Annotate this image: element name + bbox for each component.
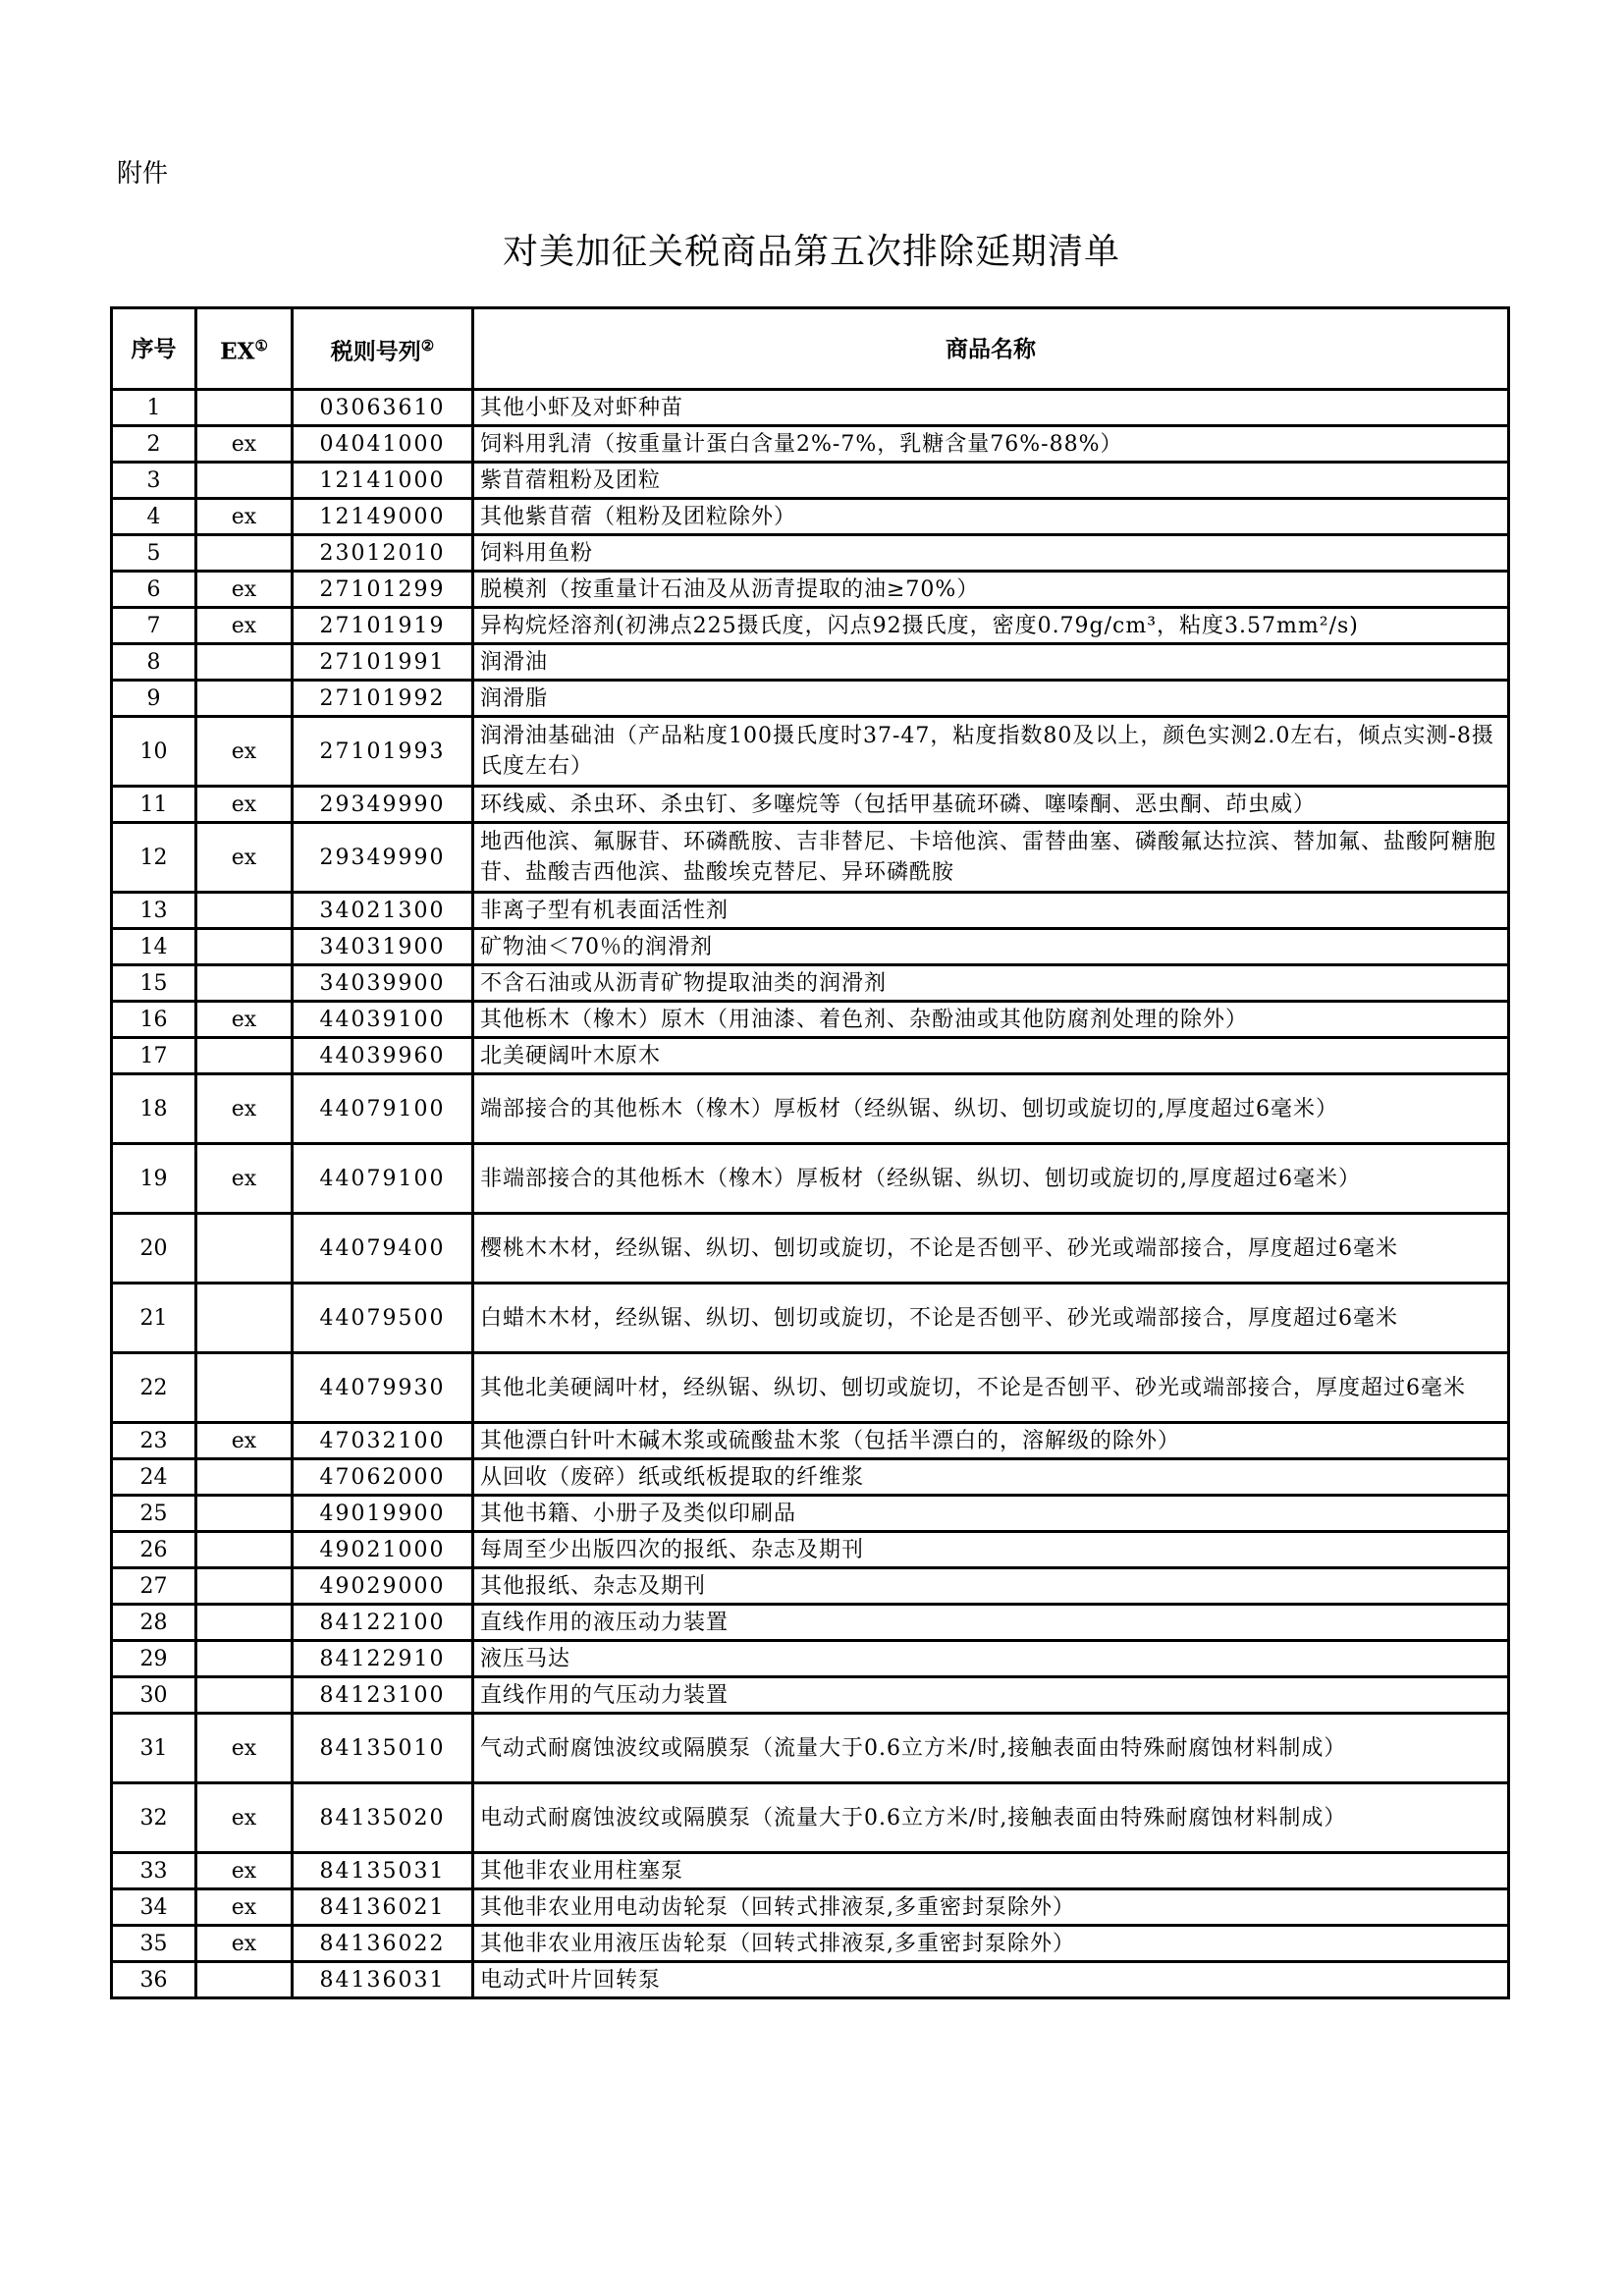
row-ex-cell: ex: [196, 1002, 293, 1038]
row-ex-cell: ex: [196, 572, 293, 608]
row-code-cell: 12149000: [293, 499, 473, 535]
row-ex-cell: ex: [196, 717, 293, 787]
row-seq-cell: 3: [112, 463, 196, 499]
row-code-cell: 27101991: [293, 644, 473, 681]
table-row: [112, 1605, 1509, 1641]
row-ex-cell: [196, 535, 293, 572]
row-seq-cell: 17: [112, 1038, 196, 1074]
row-code-cell: 44079400: [293, 1214, 473, 1284]
table-row: [112, 1038, 1509, 1074]
row-ex-cell: [196, 1353, 293, 1423]
row-name-cell: 每周至少出版四次的报纸、杂志及期刊: [473, 1532, 1509, 1568]
row-name-cell: 不含石油或从沥青矿物提取油类的润滑剂: [473, 965, 1509, 1002]
table-row: [112, 1353, 1509, 1423]
row-ex-cell: ex: [196, 1889, 293, 1926]
table-row: [112, 1853, 1509, 1889]
row-name-cell: 其他非农业用电动齿轮泵（回转式排液泵,多重密封泵除外）: [473, 1889, 1509, 1926]
row-code-cell: 49029000: [293, 1568, 473, 1605]
table-row: [112, 1002, 1509, 1038]
row-seq-cell: 8: [112, 644, 196, 681]
row-ex-cell: ex: [196, 1714, 293, 1783]
row-ex-cell: ex: [196, 1144, 293, 1214]
row-code-cell: 84122100: [293, 1605, 473, 1641]
row-seq-cell: 9: [112, 681, 196, 717]
row-seq-cell: 2: [112, 426, 196, 463]
row-code-cell: 03063610: [293, 390, 473, 426]
row-ex-cell: ex: [196, 1853, 293, 1889]
table-row: [112, 1641, 1509, 1677]
table-row: [112, 929, 1509, 965]
header-name-label: 商品名称: [946, 335, 1036, 362]
row-seq-cell: 30: [112, 1677, 196, 1714]
row-seq-cell: 36: [112, 1962, 196, 1998]
row-seq-cell: 11: [112, 787, 196, 823]
row-name-cell: 润滑脂: [473, 681, 1509, 717]
table-row: [112, 1496, 1509, 1532]
row-ex-cell: ex: [196, 499, 293, 535]
row-seq-cell: 18: [112, 1074, 196, 1144]
row-name-cell: 其他栎木（橡木）原木（用油漆、着色剂、杂酚油或其他防腐剂处理的除外）: [473, 1002, 1509, 1038]
row-name-cell: 其他小虾及对虾种苗: [473, 390, 1509, 426]
header-seq-label: 序号: [131, 335, 177, 362]
row-seq-cell: 10: [112, 717, 196, 787]
row-ex-cell: [196, 1605, 293, 1641]
row-seq-cell: 14: [112, 929, 196, 965]
row-seq-cell: 19: [112, 1144, 196, 1214]
row-ex-cell: [196, 1038, 293, 1074]
row-ex-cell: [196, 1568, 293, 1605]
row-seq-cell: 23: [112, 1423, 196, 1459]
table-body: [112, 390, 1509, 1998]
row-code-cell: 84135010: [293, 1714, 473, 1783]
attachment-label: 附件: [117, 159, 169, 189]
table-row: [112, 608, 1509, 644]
row-name-cell: 非端部接合的其他栎木（橡木）厚板材（经纵锯、纵切、刨切或旋切的,厚度超过6毫米）: [473, 1144, 1509, 1214]
row-seq-cell: 1: [112, 390, 196, 426]
row-name-cell: 其他北美硬阔叶材，经纵锯、纵切、刨切或旋切，不论是否刨平、砂光或端部接合，厚度超过6毫米: [473, 1353, 1509, 1423]
row-ex-cell: [196, 1677, 293, 1714]
table-row: [112, 390, 1509, 426]
header-ex-label: EX: [220, 338, 255, 365]
header-code: [293, 308, 473, 390]
header-ex: [196, 308, 293, 390]
table-row: [112, 823, 1509, 893]
row-seq-cell: 31: [112, 1714, 196, 1783]
row-code-cell: 44039960: [293, 1038, 473, 1074]
table-row: [112, 1144, 1509, 1214]
row-code-cell: 44039100: [293, 1002, 473, 1038]
table-row: [112, 1962, 1509, 1998]
table-row: [112, 499, 1509, 535]
row-name-cell: 其他书籍、小册子及类似印刷品: [473, 1496, 1509, 1532]
row-code-cell: 29349990: [293, 787, 473, 823]
row-name-cell: 北美硬阔叶木原木: [473, 1038, 1509, 1074]
table-row: [112, 717, 1509, 787]
footnote-marker-2: ②: [420, 336, 435, 355]
row-ex-cell: [196, 929, 293, 965]
row-code-cell: 34039900: [293, 965, 473, 1002]
table-row: [112, 1677, 1509, 1714]
row-name-cell: 从回收（废碎）纸或纸板提取的纤维浆: [473, 1459, 1509, 1496]
row-ex-cell: ex: [196, 1423, 293, 1459]
header-code-label: 税则号列: [330, 338, 421, 365]
row-ex-cell: [196, 463, 293, 499]
table-row: [112, 1532, 1509, 1568]
exclusion-list-table: [110, 306, 1510, 1999]
row-name-cell: 其他紫苜蓿（粗粉及团粒除外）: [473, 499, 1509, 535]
row-code-cell: 27101992: [293, 681, 473, 717]
table-row: [112, 787, 1509, 823]
row-code-cell: 29349990: [293, 823, 473, 893]
row-code-cell: 44079100: [293, 1144, 473, 1214]
row-ex-cell: ex: [196, 1926, 293, 1962]
row-code-cell: 23012010: [293, 535, 473, 572]
row-code-cell: 44079100: [293, 1074, 473, 1144]
row-ex-cell: [196, 1214, 293, 1284]
row-name-cell: 电动式耐腐蚀波纹或隔膜泵（流量大于0.6立方米/时,接触表面由特殊耐腐蚀材料制成）: [473, 1783, 1509, 1853]
table-header-row: [112, 308, 1509, 390]
footnote-marker-1: ①: [254, 336, 268, 355]
table-row: [112, 426, 1509, 463]
table-row: [112, 1284, 1509, 1353]
row-name-cell: 电动式叶片回转泵: [473, 1962, 1509, 1998]
row-seq-cell: 35: [112, 1926, 196, 1962]
row-name-cell: 其他非农业用液压齿轮泵（回转式排液泵,多重密封泵除外）: [473, 1926, 1509, 1962]
row-name-cell: 润滑油基础油（产品粘度100摄氏度时37-47，粘度指数80及以上，颜色实测2.0左右，倾点实测-8摄氏度左右）: [473, 717, 1509, 787]
row-code-cell: 34031900: [293, 929, 473, 965]
row-name-cell: 脱模剂（按重量计石油及从沥青提取的油≥70%）: [473, 572, 1509, 608]
row-ex-cell: [196, 965, 293, 1002]
row-seq-cell: 33: [112, 1853, 196, 1889]
header-name: [473, 308, 1509, 390]
row-seq-cell: 22: [112, 1353, 196, 1423]
table-row: [112, 535, 1509, 572]
table-row: [112, 1214, 1509, 1284]
row-ex-cell: [196, 1962, 293, 1998]
row-code-cell: 84135020: [293, 1783, 473, 1853]
row-ex-cell: [196, 1641, 293, 1677]
row-name-cell: 液压马达: [473, 1641, 1509, 1677]
row-ex-cell: [196, 644, 293, 681]
row-ex-cell: [196, 1284, 293, 1353]
row-ex-cell: [196, 390, 293, 426]
table-row: [112, 1926, 1509, 1962]
row-seq-cell: 5: [112, 535, 196, 572]
table-row: [112, 893, 1509, 929]
table-row: [112, 965, 1509, 1002]
table-row: [112, 463, 1509, 499]
row-code-cell: 27101993: [293, 717, 473, 787]
row-seq-cell: 25: [112, 1496, 196, 1532]
row-name-cell: 白蜡木木材，经纵锯、纵切、刨切或旋切，不论是否刨平、砂光或端部接合，厚度超过6毫米: [473, 1284, 1509, 1353]
row-name-cell: 饲料用鱼粉: [473, 535, 1509, 572]
row-code-cell: 84136022: [293, 1926, 473, 1962]
row-ex-cell: [196, 1459, 293, 1496]
row-ex-cell: ex: [196, 1074, 293, 1144]
row-seq-cell: 16: [112, 1002, 196, 1038]
row-name-cell: 直线作用的液压动力装置: [473, 1605, 1509, 1641]
row-name-cell: 其他漂白针叶木碱木浆或硫酸盐木浆（包括半漂白的，溶解级的除外）: [473, 1423, 1509, 1459]
row-ex-cell: [196, 1532, 293, 1568]
row-seq-cell: 15: [112, 965, 196, 1002]
row-seq-cell: 7: [112, 608, 196, 644]
row-seq-cell: 4: [112, 499, 196, 535]
row-code-cell: 84123100: [293, 1677, 473, 1714]
row-seq-cell: 13: [112, 893, 196, 929]
row-ex-cell: ex: [196, 823, 293, 893]
row-name-cell: 饲料用乳清（按重量计蛋白含量2%-7%，乳糖含量76%-88%）: [473, 426, 1509, 463]
table-row: [112, 1459, 1509, 1496]
table-row: [112, 1074, 1509, 1144]
row-ex-cell: ex: [196, 608, 293, 644]
row-seq-cell: 24: [112, 1459, 196, 1496]
row-ex-cell: [196, 1496, 293, 1532]
row-code-cell: 44079500: [293, 1284, 473, 1353]
row-code-cell: 04041000: [293, 426, 473, 463]
row-seq-cell: 34: [112, 1889, 196, 1926]
row-name-cell: 润滑油: [473, 644, 1509, 681]
table-row: [112, 1714, 1509, 1783]
row-name-cell: 直线作用的气压动力装置: [473, 1677, 1509, 1714]
row-ex-cell: [196, 893, 293, 929]
row-seq-cell: 21: [112, 1284, 196, 1353]
table-row: [112, 1423, 1509, 1459]
row-name-cell: 异构烷烃溶剂(初沸点225摄氏度，闪点92摄氏度，密度0.79g/cm³，粘度3.57mm²/s): [473, 608, 1509, 644]
row-name-cell: 樱桃木木材，经纵锯、纵切、刨切或旋切，不论是否刨平、砂光或端部接合，厚度超过6毫米: [473, 1214, 1509, 1284]
row-seq-cell: 32: [112, 1783, 196, 1853]
row-code-cell: 84136021: [293, 1889, 473, 1926]
row-code-cell: 84136031: [293, 1962, 473, 1998]
row-name-cell: 矿物油＜70％的润滑剂: [473, 929, 1509, 965]
row-ex-cell: ex: [196, 1783, 293, 1853]
row-code-cell: 12141000: [293, 463, 473, 499]
row-name-cell: 紫苜蓿粗粉及团粒: [473, 463, 1509, 499]
row-name-cell: 气动式耐腐蚀波纹或隔膜泵（流量大于0.6立方米/时,接触表面由特殊耐腐蚀材料制成）: [473, 1714, 1509, 1783]
row-ex-cell: ex: [196, 426, 293, 463]
row-seq-cell: 28: [112, 1605, 196, 1641]
row-name-cell: 地西他滨、氟脲苷、环磷酰胺、吉非替尼、卡培他滨、雷替曲塞、磷酸氟达拉滨、替加氟、盐酸阿糖胞苷、盐酸吉西他滨、盐酸埃克替尼、异环磷酰胺: [473, 823, 1509, 893]
row-name-cell: 非离子型有机表面活性剂: [473, 893, 1509, 929]
row-code-cell: 47032100: [293, 1423, 473, 1459]
row-code-cell: 27101919: [293, 608, 473, 644]
table-row: [112, 1889, 1509, 1926]
row-code-cell: 34021300: [293, 893, 473, 929]
table-row: [112, 644, 1509, 681]
row-code-cell: 27101299: [293, 572, 473, 608]
row-code-cell: 84135031: [293, 1853, 473, 1889]
row-name-cell: 端部接合的其他栎木（橡木）厚板材（经纵锯、纵切、刨切或旋切的,厚度超过6毫米）: [473, 1074, 1509, 1144]
row-name-cell: 其他非农业用柱塞泵: [473, 1853, 1509, 1889]
row-seq-cell: 27: [112, 1568, 196, 1605]
row-code-cell: 44079930: [293, 1353, 473, 1423]
table-row: [112, 1783, 1509, 1853]
table-row: [112, 681, 1509, 717]
page-title: 对美加征关税商品第五次排除延期清单: [502, 232, 1120, 272]
row-name-cell: 其他报纸、杂志及期刊: [473, 1568, 1509, 1605]
table-row: [112, 1568, 1509, 1605]
row-code-cell: 49019900: [293, 1496, 473, 1532]
row-code-cell: 47062000: [293, 1459, 473, 1496]
row-name-cell: 环线威、杀虫环、杀虫钉、多噻烷等（包括甲基硫环磷、噻嗪酮、恶虫酮、茚虫威）: [473, 787, 1509, 823]
row-seq-cell: 6: [112, 572, 196, 608]
header-seq: [112, 308, 196, 390]
row-code-cell: 49021000: [293, 1532, 473, 1568]
row-seq-cell: 20: [112, 1214, 196, 1284]
row-ex-cell: ex: [196, 787, 293, 823]
row-seq-cell: 26: [112, 1532, 196, 1568]
row-seq-cell: 12: [112, 823, 196, 893]
row-code-cell: 84122910: [293, 1641, 473, 1677]
row-seq-cell: 29: [112, 1641, 196, 1677]
table-row: [112, 572, 1509, 608]
row-ex-cell: [196, 681, 293, 717]
